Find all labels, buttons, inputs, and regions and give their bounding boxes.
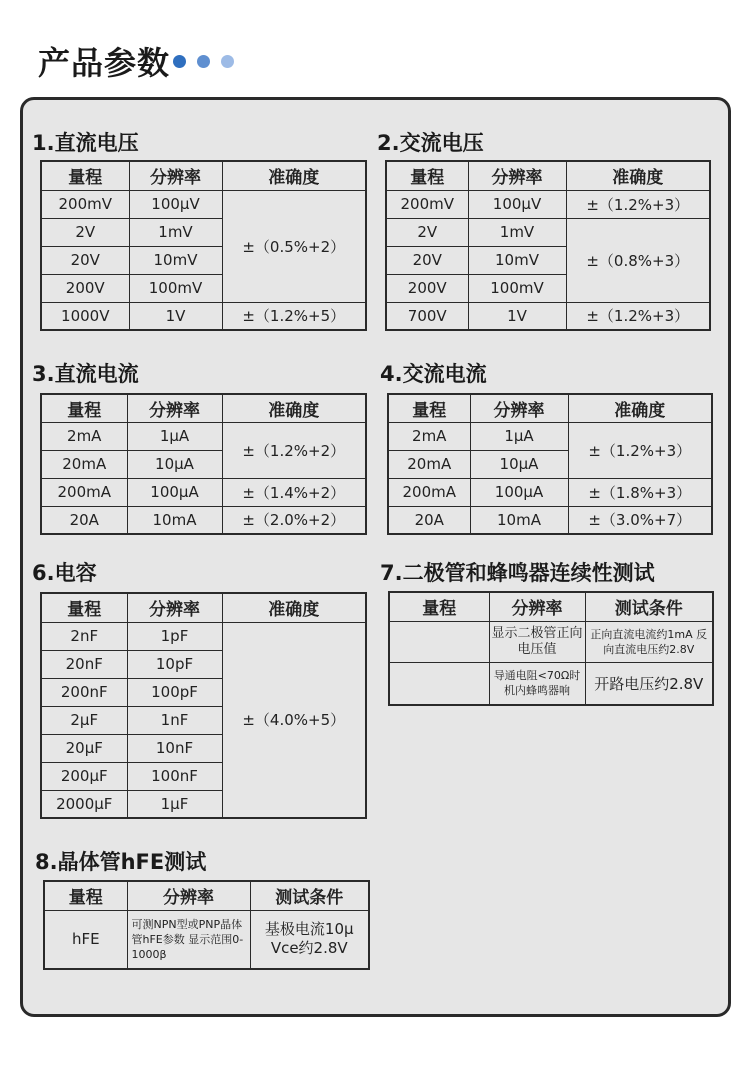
accuracy-cell: ±（1.8%+3） xyxy=(568,478,712,506)
resolution-cell: 10pF xyxy=(127,650,222,678)
header-range: 量程 xyxy=(41,394,127,422)
range-cell: hFE xyxy=(44,910,127,969)
section-title-ac-current: 4.交流电流 xyxy=(380,362,487,386)
resolution-cell: 显示二极管正向电压值 xyxy=(489,621,585,662)
header-range: 量程 xyxy=(389,592,489,621)
range-cell: 20V xyxy=(386,246,468,274)
header-range: 量程 xyxy=(41,161,129,190)
resolution-cell: 100mV xyxy=(468,274,566,302)
dc-voltage-table xyxy=(40,160,367,331)
header-resolution: 分辨率 xyxy=(489,592,585,621)
range-cell: 20mA xyxy=(41,450,127,478)
range-cell: 200μF xyxy=(41,762,127,790)
range-cell: 20V xyxy=(41,246,129,274)
section-title-ac-voltage: 2.交流电压 xyxy=(377,131,484,155)
resolution-cell: 10μA xyxy=(470,450,568,478)
range-cell xyxy=(389,662,489,705)
header-accuracy: 准确度 xyxy=(222,593,366,622)
header-range: 量程 xyxy=(44,881,127,910)
header-test-condition: 测试条件 xyxy=(250,881,369,910)
range-cell: 20A xyxy=(388,506,470,534)
range-cell: 700V xyxy=(386,302,468,330)
dot-icon xyxy=(221,55,234,68)
section-title-dc-current: 3.直流电流 xyxy=(32,362,139,386)
resolution-cell: 可测NPN型或PNP晶体管hFE参数 显示范围0-1000β xyxy=(127,910,250,969)
range-cell xyxy=(389,621,489,662)
accuracy-cell: ±（0.5%+2） xyxy=(222,190,366,302)
resolution-cell: 导通电阻<70Ω时机内蜂鸣器响 xyxy=(489,662,585,705)
header-accuracy: 准确度 xyxy=(222,394,366,422)
range-cell: 20μF xyxy=(41,734,127,762)
section-title-dc-voltage: 1.直流电压 xyxy=(32,131,139,155)
header-range: 量程 xyxy=(386,161,468,190)
range-cell: 20nF xyxy=(41,650,127,678)
diode-continuity-table xyxy=(388,591,714,706)
section-title-capacitance: 6.电容 xyxy=(32,561,97,585)
capacitance-table xyxy=(40,592,367,819)
ac-voltage-table xyxy=(385,160,711,331)
accuracy-cell: ±（1.2%+5） xyxy=(222,302,366,330)
resolution-cell: 1mV xyxy=(468,218,566,246)
range-cell: 2000μF xyxy=(41,790,127,818)
dot-icon xyxy=(197,55,210,68)
resolution-cell: 10nF xyxy=(127,734,222,762)
resolution-cell: 10μA xyxy=(127,450,222,478)
range-cell: 200V xyxy=(41,274,129,302)
resolution-cell: 100μA xyxy=(127,478,222,506)
header-accuracy: 准确度 xyxy=(222,161,366,190)
resolution-cell: 10mV xyxy=(468,246,566,274)
header-resolution: 分辨率 xyxy=(468,161,566,190)
resolution-cell: 100mV xyxy=(129,274,222,302)
test-condition-cell: 基极电流10μ Vce约2.8V xyxy=(250,910,369,969)
header-resolution: 分辨率 xyxy=(127,593,222,622)
resolution-cell: 1V xyxy=(468,302,566,330)
range-cell: 2μF xyxy=(41,706,127,734)
resolution-cell: 1μA xyxy=(470,422,568,450)
resolution-cell: 1μA xyxy=(127,422,222,450)
accuracy-cell: ±（3.0%+7） xyxy=(568,506,712,534)
range-cell: 200mV xyxy=(41,190,129,218)
section-title-hfe: 8.晶体管hFE测试 xyxy=(35,850,207,874)
range-cell: 20mA xyxy=(388,450,470,478)
accuracy-cell: ±（1.2%+3） xyxy=(566,302,710,330)
header-resolution: 分辨率 xyxy=(127,881,250,910)
accuracy-cell: ±（2.0%+2） xyxy=(222,506,366,534)
resolution-cell: 1nF xyxy=(127,706,222,734)
header-range: 量程 xyxy=(388,394,470,422)
header-resolution: 分辨率 xyxy=(470,394,568,422)
range-cell: 2mA xyxy=(41,422,127,450)
test-condition-cell: 开路电压约2.8V xyxy=(585,662,713,705)
range-cell: 200mA xyxy=(388,478,470,506)
accuracy-cell: ±（1.2%+3） xyxy=(568,422,712,478)
accuracy-cell: ±（1.2%+2） xyxy=(222,422,366,478)
dot-icon xyxy=(173,55,186,68)
range-cell: 200V xyxy=(386,274,468,302)
resolution-cell: 100μV xyxy=(129,190,222,218)
header-accuracy: 准确度 xyxy=(568,394,712,422)
header-resolution: 分辨率 xyxy=(127,394,222,422)
resolution-cell: 10mA xyxy=(470,506,568,534)
accuracy-cell: ±（1.4%+2） xyxy=(222,478,366,506)
range-cell: 200mA xyxy=(41,478,127,506)
accuracy-cell: ±（0.8%+3） xyxy=(566,218,710,302)
accuracy-cell: ±（4.0%+5） xyxy=(222,622,366,818)
resolution-cell: 100μA xyxy=(470,478,568,506)
test-condition-cell: 正向直流电流约1mA 反向直流电压约2.8V xyxy=(585,621,713,662)
range-cell: 20A xyxy=(41,506,127,534)
dc-current-table xyxy=(40,393,367,535)
header-test-condition: 测试条件 xyxy=(585,592,713,621)
resolution-cell: 100pF xyxy=(127,678,222,706)
header-accuracy: 准确度 xyxy=(566,161,710,190)
range-cell: 2V xyxy=(41,218,129,246)
page-title: 产品参数 xyxy=(38,44,171,82)
resolution-cell: 1V xyxy=(129,302,222,330)
resolution-cell: 1mV xyxy=(129,218,222,246)
resolution-cell: 10mA xyxy=(127,506,222,534)
range-cell: 1000V xyxy=(41,302,129,330)
ac-current-table xyxy=(387,393,713,535)
resolution-cell: 100nF xyxy=(127,762,222,790)
section-title-diode-continuity: 7.二极管和蜂鸣器连续性测试 xyxy=(380,561,655,585)
range-cell: 2nF xyxy=(41,622,127,650)
resolution-cell: 100μV xyxy=(468,190,566,218)
range-cell: 2V xyxy=(386,218,468,246)
accuracy-cell: ±（1.2%+3） xyxy=(566,190,710,218)
header-range: 量程 xyxy=(41,593,127,622)
range-cell: 200mV xyxy=(386,190,468,218)
resolution-cell: 1pF xyxy=(127,622,222,650)
resolution-cell: 1μF xyxy=(127,790,222,818)
range-cell: 200nF xyxy=(41,678,127,706)
hfe-table xyxy=(43,880,370,970)
resolution-cell: 10mV xyxy=(129,246,222,274)
range-cell: 2mA xyxy=(388,422,470,450)
header-resolution: 分辨率 xyxy=(129,161,222,190)
